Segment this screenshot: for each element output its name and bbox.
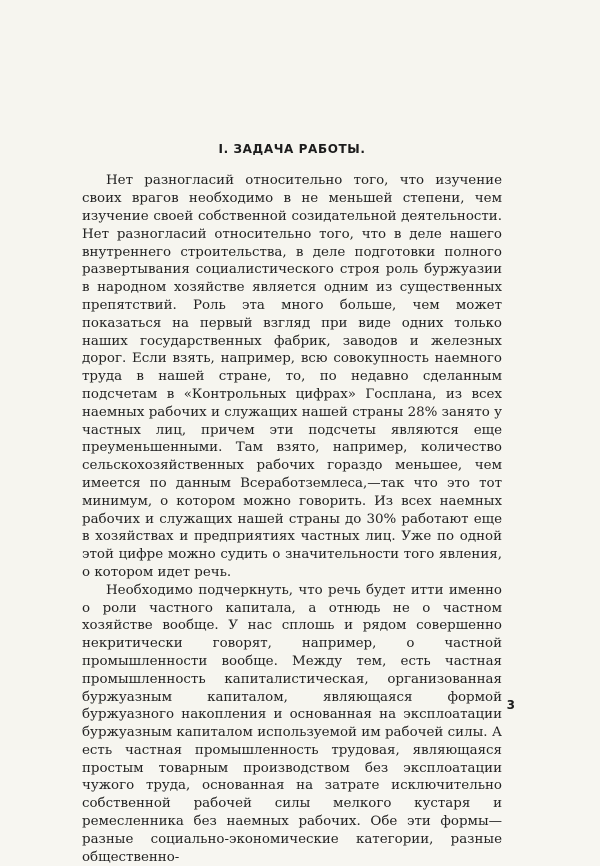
document-content: [82, 142, 502, 866]
section-heading: I. ЗАДАЧА РАБОТЫ.: [218, 142, 366, 156]
paragraph-1: Нет разногласий относительно того, что изучение своих врагов необходимо в не меньшей степени, чем изучение своей собственной созидательной деятельности. Нет разногласий относительно того, что в деле нашего внутреннего строительства, в деле подготовки полного развертывания социалистического строя роль буржуазии в народном хозяйстве является одним из существенных препятствий. Роль эта много больше, чем может показаться на первый взгляд при виде одних только наших государственных фабрик, заводов и железных дорог. Если взять, например, всю совокупность наемного труда в нашей стране, то, по недавно сделанным подсчетам в «Контрольных цифрах» Госплана, из всех наемных рабочих и служащих нашей страны 28% занято у частных лиц, причем эти подсчеты являются еще преуменьшенными. Там взято, например, количество сельскохозяйственных рабочих гораздо меньшее, чем имеется по данным Всеработземлеса,—так что это тот минимум, о котором можно говорить. Из всех наемных рабочих и служащих нашей страны до 30% работают еще в хозяйствах и предприятиях частных лиц. Уже по одной этой цифре можно судить о значительности того явления, о котором идет речь.: [82, 173, 502, 580]
page-number: 3: [506, 698, 515, 712]
paragraph-2: Необходимо подчеркнуть, что речь будет итти именно о роли частного капитала, а отнюдь не о частном хозяйстве вообще. У нас сплошь и рядом совершенно некритически говорят, например, о частной промышленности вообще. Между тем, есть частная промышленность капиталистическая, организованная буржуазным капиталом, являющаяся формой буржуазного накопления и основанная на эксплоатации буржуазным капиталом используемой им рабочей силы. А есть частная промышленность трудовая, являющаяся простым товарным производством без эксплоатации чужого труда, основанная на затрате исключительно собственной рабочей силы мелкого кустаря и ремесленника без наемных рабочих. Обе эти формы—разные социально-экономические категории, разные общественно-: [82, 582, 502, 865]
